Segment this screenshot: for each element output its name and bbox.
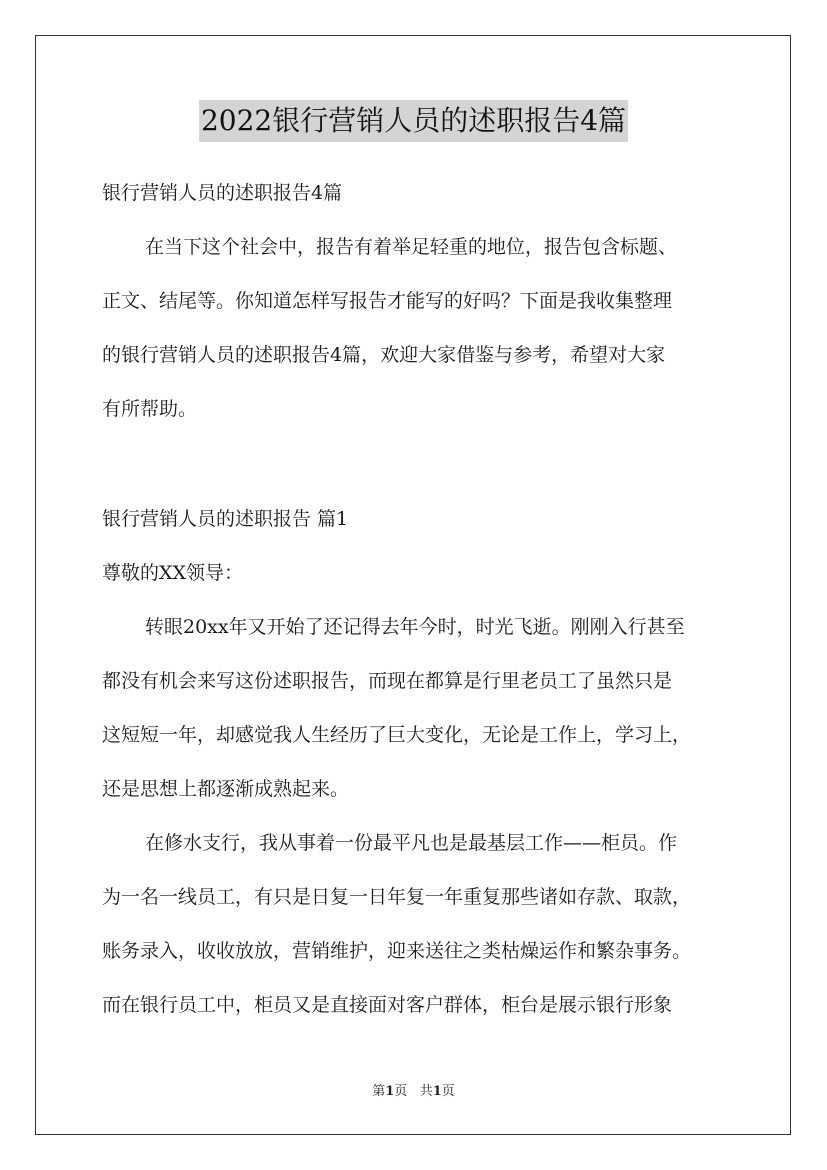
para2-line-1: 在修水支行，我从事着一份最平凡也是最基层工作——柜员。作 (145, 832, 678, 854)
footer-page-unit: 页 (394, 1084, 408, 1099)
section-heading: 银行营销人员的述职报告 篇1 (102, 508, 349, 530)
intro-line-3: 的银行营销人员的述职报告4篇，欢迎大家借鉴与参考，希望对大家 (102, 344, 666, 366)
para2-line-4: 而在银行员工中，柜员又是直接面对客户群体，柜台是展示银行形象 (102, 994, 673, 1016)
footer-page-label: 第 (372, 1084, 386, 1099)
para2-line-2: 为一名一线员工，有只是日复一日年复一年重复那些诸如存款、取款， (102, 886, 692, 908)
intro-line-2: 正文、结尾等。你知道怎样写报告才能写的好吗？下面是我收集整理 (102, 290, 673, 312)
para1-line-2: 都没有机会来写这份述职报告，而现在都算是行里老员工了虽然只是 (102, 670, 673, 692)
para1-line-3: 这短短一年，却感觉我人生经历了巨大变化，无论是工作上，学习上， (102, 724, 692, 746)
footer-total-number: 1 (432, 1084, 442, 1099)
document-title: 2022银行营销人员的述职报告4篇 (199, 100, 628, 142)
title-container (0, 100, 827, 142)
para2-line-3: 账务录入，收收放放，营销维护，迎来送往之类枯燥运作和繁杂事务。 (102, 940, 692, 962)
para1-line-1: 转眼20xx年又开始了还记得去年今时，时光飞逝。刚刚入行甚至 (145, 616, 685, 638)
intro-line-4: 有所帮助。 (102, 398, 198, 420)
intro-line-1: 在当下这个社会中，报告有着举足轻重的地位，报告包含标题、 (145, 236, 678, 258)
subtitle: 银行营销人员的述职报告4篇 (102, 182, 343, 204)
footer-total-unit: 页 (441, 1084, 455, 1099)
footer-total-label: 共 (419, 1084, 433, 1099)
page-footer (0, 1084, 827, 1100)
para1-line-4: 还是思想上都逐渐成熟起来。 (102, 778, 350, 800)
salutation: 尊敬的XX领导： (102, 562, 244, 584)
footer-page-number: 1 (385, 1084, 395, 1099)
